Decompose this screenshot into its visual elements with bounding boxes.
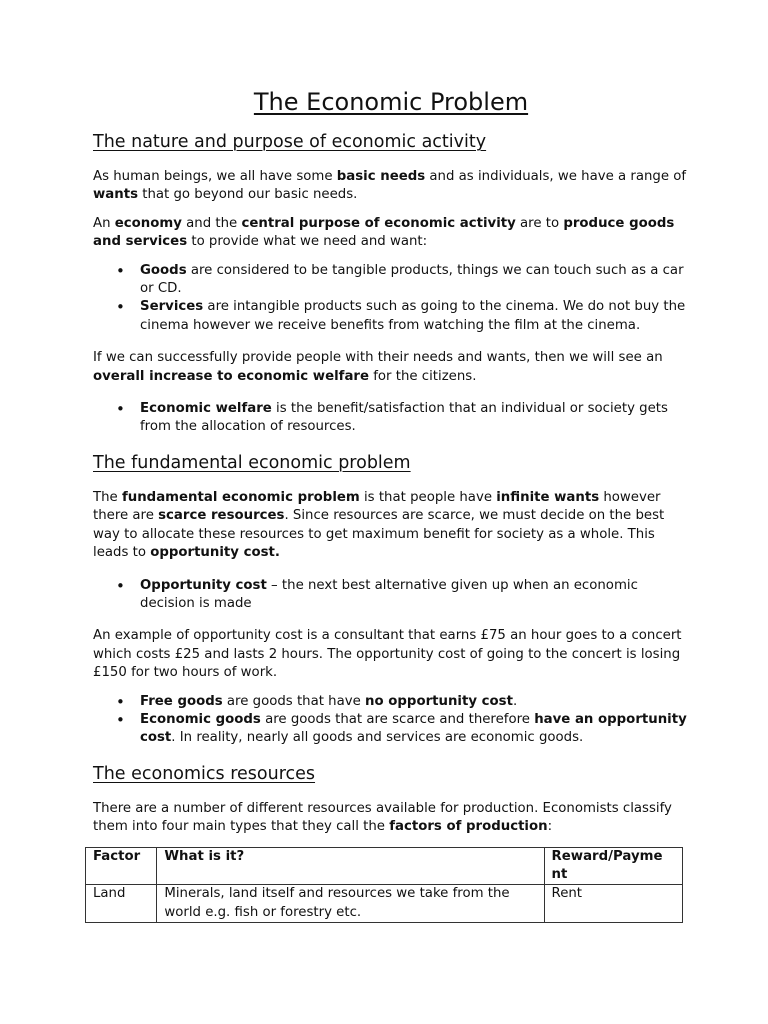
paragraph xyxy=(93,168,689,205)
text-run: are considered to be tangible products, things we can touch such as a car or CD. xyxy=(140,262,684,297)
bold-term: economy xyxy=(114,215,182,231)
bold-term: factors of production xyxy=(389,819,548,835)
bold-term: Free goods xyxy=(140,693,223,709)
bold-term: Economic welfare xyxy=(140,401,272,417)
list-item xyxy=(140,711,689,748)
text-run: . Since resources are scarce, we must decide on the best way to allocate these resources to get maximum benefit for society as a whole. This leads to xyxy=(93,508,665,561)
list-item xyxy=(140,693,689,711)
text-run: however there are xyxy=(93,489,661,524)
text-run: . In reality, nearly all goods and services are economic goods. xyxy=(171,730,584,746)
bold-term: have an opportunity cost xyxy=(140,711,687,746)
text-run: are goods that have xyxy=(222,693,366,709)
text-run: are goods that are scarce and therefore xyxy=(260,711,535,727)
list-item xyxy=(140,298,689,335)
table-row xyxy=(86,885,683,923)
paragraph xyxy=(93,489,689,563)
list-item xyxy=(140,400,689,437)
text-run: An xyxy=(93,215,115,231)
text-run: are to xyxy=(515,215,564,231)
text-run: – the next best alternative given up when an economic decision is made xyxy=(140,577,638,611)
text-run: The xyxy=(93,489,122,505)
table-header-cell: What is it? xyxy=(157,847,544,885)
paragraph xyxy=(93,800,689,837)
text-run: An example of opportunity cost is a consultant that earns £75 an hour goes to a concert which costs £25 and lasts 2 hours. The opportunity cost of going to the concert is losing £150 for two hours of work. xyxy=(93,628,682,681)
list-item xyxy=(140,577,689,614)
text-run: . xyxy=(512,693,518,709)
section-heading-economics-resources: The economics resources xyxy=(93,763,316,784)
table-cell: Minerals, land itself and resources we take from the world e.g. fish or forestry etc. xyxy=(157,885,544,923)
bullet-list xyxy=(93,400,689,437)
table-header-row xyxy=(86,847,683,885)
bold-term: Goods xyxy=(140,262,187,278)
table-header-cell: Reward/Payme nt xyxy=(544,847,682,885)
bold-term: Opportunity cost xyxy=(140,577,267,593)
text-run: and as individuals, we have a range of xyxy=(425,169,687,184)
text-run: that go beyond our basic needs. xyxy=(138,187,358,203)
text-run: As human beings, we all have some xyxy=(93,169,337,184)
text-run: : xyxy=(547,819,553,835)
bold-term: wants xyxy=(93,187,138,203)
bold-term: central purpose of economic activity xyxy=(241,215,516,231)
table-header-cell: Factor xyxy=(86,847,157,885)
bullet-list xyxy=(93,262,689,336)
factors-table xyxy=(85,847,683,924)
bold-term: no opportunity cost xyxy=(365,693,513,709)
text-run: and the xyxy=(181,215,242,231)
bold-term: scarce resources xyxy=(158,508,285,524)
text-run: is the benefit/satisfaction that an individual or society gets from the allocation of resources. xyxy=(140,401,668,435)
bold-term: opportunity cost. xyxy=(150,545,280,561)
paragraph xyxy=(93,349,689,386)
text-run: is that people have xyxy=(359,489,497,505)
table-cell: Land xyxy=(86,885,157,923)
paragraph xyxy=(93,627,689,682)
bold-term: basic needs xyxy=(336,169,426,184)
bold-term: infinite wants xyxy=(496,489,600,505)
bold-term: overall increase to economic welfare xyxy=(93,368,369,384)
list-item xyxy=(140,262,689,299)
text-run: are intangible products such as going to the cinema. We do not buy the cinema however we receive benefits from watching the film at the cinema. xyxy=(140,299,686,333)
paragraph xyxy=(93,215,689,252)
document-title: The Economic Problem xyxy=(253,88,529,116)
text-run: If we can successfully provide people with their needs and wants, then we will see an xyxy=(93,350,663,366)
bold-term: Services xyxy=(140,299,204,315)
document-page xyxy=(93,86,689,923)
bold-term: produce goods and services xyxy=(93,215,675,250)
section-heading-nature-purpose: The nature and purpose of economic activity xyxy=(93,132,487,152)
bold-term: Economic goods xyxy=(140,711,261,727)
table-cell: Rent xyxy=(544,885,682,923)
text-run: There are a number of different resources available for production. Economists classify them into four main types that they call the xyxy=(93,800,672,835)
text-run: to provide what we need and want: xyxy=(187,234,428,250)
section-heading-fundamental-problem: The fundamental economic problem xyxy=(93,452,411,473)
text-run: for the citizens. xyxy=(369,368,477,384)
bullet-list xyxy=(93,577,689,614)
bullet-list xyxy=(93,693,689,748)
bold-term: fundamental economic problem xyxy=(121,489,360,505)
